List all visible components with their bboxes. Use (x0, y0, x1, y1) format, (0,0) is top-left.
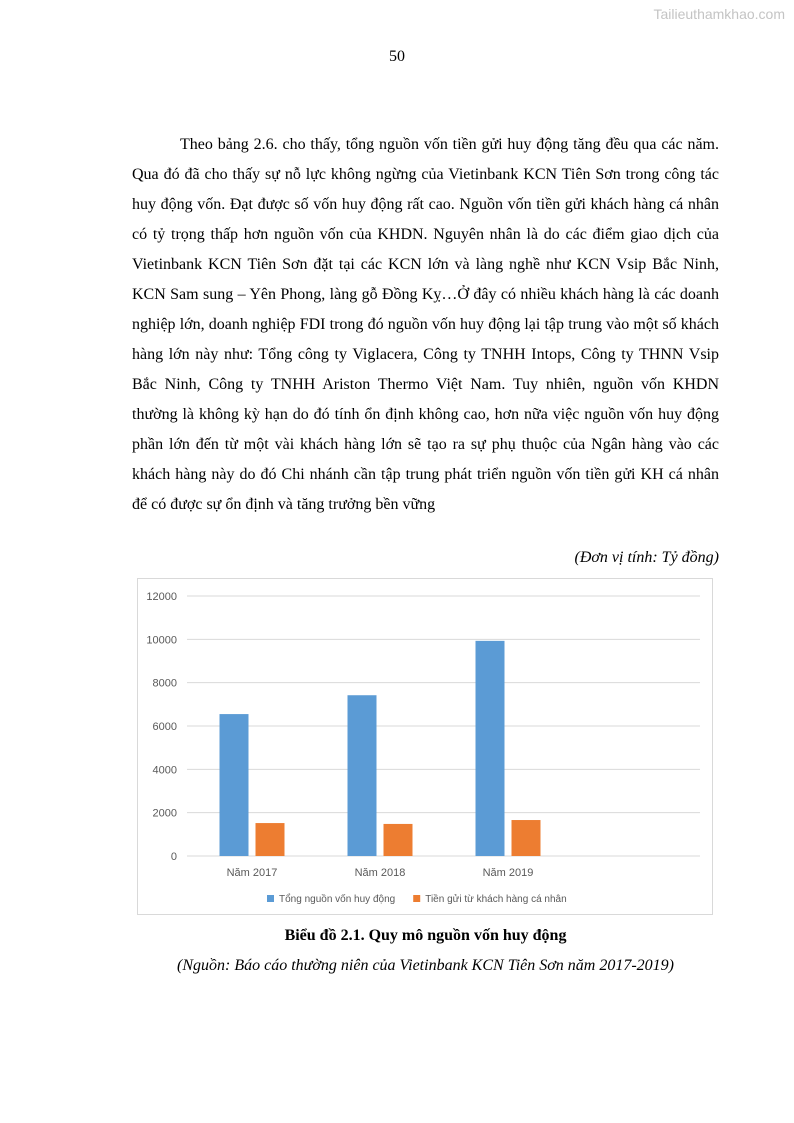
y-tick-label: 8000 (152, 677, 177, 690)
source-note: (Nguồn: Báo cáo thường niên của Vietinbank KCN Tiên Sơn năm 2017-2019) (176, 957, 674, 974)
y-tick-label: 4000 (152, 764, 177, 777)
chart-bars (220, 641, 541, 856)
y-axis-ticks (146, 591, 177, 863)
x-tick-label: Năm 2018 (354, 867, 406, 879)
y-tick-label: 12000 (146, 591, 177, 603)
bar-chart (137, 578, 713, 915)
body-paragraph: Theo bảng 2.6. cho thấy, tổng nguồn vốn tiền gửi huy động tăng đều qua các năm. Qua đó đã cho thấy sự nỗ lực không ngừng của Vietinbank KCN Tiên Sơn trong công tác huy động vốn. Đạt được số vốn huy động rất cao. Nguồn vốn tiền gửi khách hàng cá nhân có tỷ trọng thấp hơn nguồn vốn của KHDN. Nguyên nhân là do các điểm giao dịch của Vietinbank KCN Tiên Sơn đặt tại các KCN lớn và làng nghề như KCN Vsip Bắc Ninh, KCN Sam sung – Yên Phong, làng gỗ Đồng Kỵ…Ở đây có nhiều khách hàng là các doanh nghiệp lớn, doanh nghiệp FDI trong đó nguồn vốn huy động lại tập trung vào một số khách hàng lớn này như: Tổng công ty Viglacera, Công ty TNHH Intops, Công ty THNN Vsip Bắc Ninh, Công ty TNHH Ariston Thermo Việt Nam. Tuy nhiên, nguồn vốn KHDN thường là không kỳ hạn do đó tính ổn định không cao, hơn nữa việc nguồn vốn huy động phần lớn đến từ một vài khách hàng lớn sẽ tạo ra sự phụ thuộc của Ngân hàng vào các khách hàng này do đó Chi nhánh cần tập trung phát triển nguồn vốn tiền gửi KH cá nhân để có được sự ổn định và tăng trưởng bền vững (132, 136, 719, 513)
legend-label: Tổng nguồn vốn huy động (279, 894, 396, 905)
bar (512, 820, 541, 856)
bar (348, 695, 377, 856)
legend-swatch (413, 895, 420, 902)
legend-swatch (267, 895, 274, 902)
x-tick-label: Năm 2017 (226, 867, 278, 879)
y-tick-label: 10000 (146, 634, 177, 647)
watermark: Tailieuthamkhao.com (653, 6, 785, 22)
page-number: 50 (389, 48, 405, 65)
bar (256, 823, 285, 856)
x-tick-label: Năm 2019 (482, 867, 534, 879)
bar (476, 641, 505, 856)
chart-canvas (138, 579, 714, 916)
y-tick-label: 6000 (152, 721, 177, 733)
bar (220, 714, 249, 856)
chart-gridlines (187, 596, 700, 856)
y-tick-label: 2000 (152, 807, 177, 820)
chart-legend (267, 893, 567, 905)
legend-label: Tiền gửi từ khách hàng cá nhân (425, 894, 567, 905)
x-axis-ticks (227, 867, 534, 879)
chart-caption: Biểu đồ 2.1. Quy mô nguồn vốn huy động (284, 927, 567, 944)
bar (384, 824, 413, 856)
y-tick-label: 0 (170, 851, 177, 863)
unit-note: (Đơn vị tính: Tỷ đồng) (574, 549, 719, 566)
